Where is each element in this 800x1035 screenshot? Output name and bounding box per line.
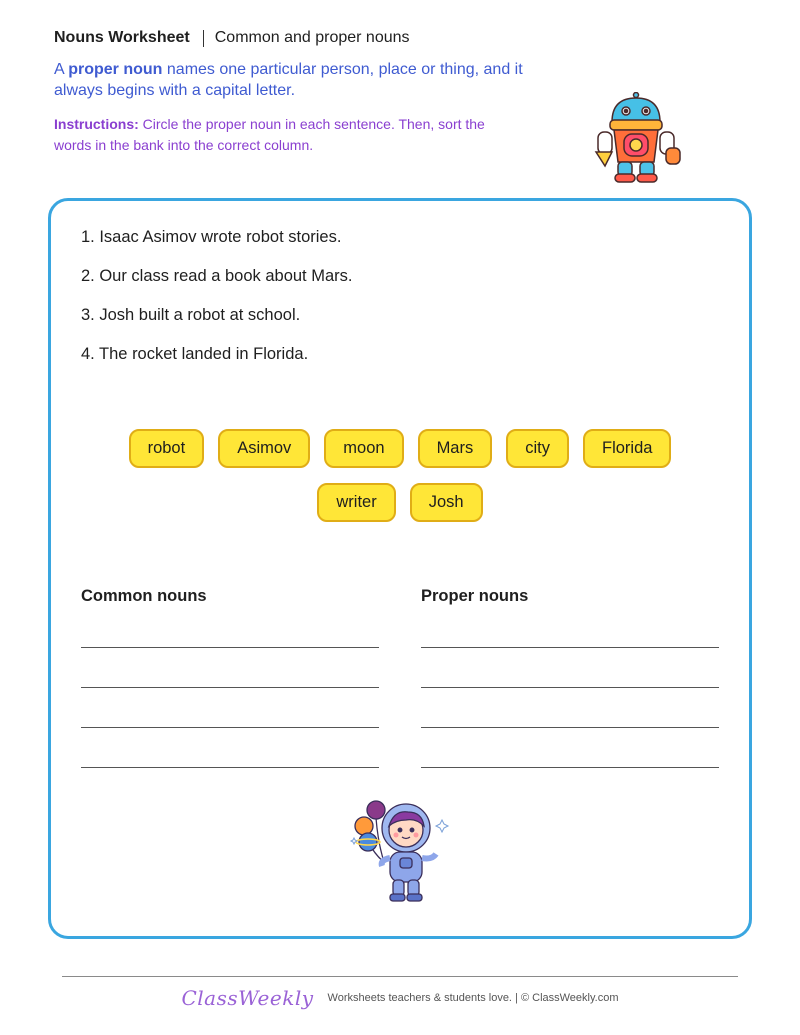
sentence-3[interactable]: 3. Josh built a robot at school. — [81, 306, 301, 324]
word-chip-writer[interactable]: writer — [317, 483, 395, 522]
classweekly-logo[interactable]: ClassWeekly — [181, 986, 314, 1010]
worksheet-header — [54, 29, 410, 47]
instructions — [54, 114, 524, 156]
definition-term: proper noun — [68, 61, 163, 78]
word-chip-florida[interactable]: Florida — [583, 429, 671, 468]
proper-answer-line-4[interactable] — [421, 767, 719, 768]
common-nouns-column — [81, 587, 379, 609]
instructions-lead: Instructions: — [54, 116, 139, 132]
definition-prefix: A — [54, 61, 69, 78]
sentence-2[interactable]: 2. Our class read a book about Mars. — [81, 267, 353, 285]
common-answer-line-4[interactable] — [81, 767, 379, 768]
sentence-4[interactable]: 4. The rocket landed in Florida. — [81, 345, 309, 363]
word-chip-asimov[interactable]: Asimov — [218, 429, 310, 468]
word-chip-moon[interactable]: moon — [324, 429, 403, 468]
proper-answer-line-2[interactable] — [421, 687, 719, 688]
word-chip-mars[interactable]: Mars — [418, 429, 493, 468]
footer-divider — [62, 976, 738, 977]
common-answer-line-2[interactable] — [81, 687, 379, 688]
sentence-1[interactable]: 1. Isaac Asimov wrote robot stories. — [81, 228, 342, 246]
footer-tagline: Worksheets teachers & students love. | © ClassWeekly.com — [327, 992, 619, 1004]
word-chip-city[interactable]: city — [506, 429, 569, 468]
word-chip-robot[interactable]: robot — [129, 429, 205, 468]
common-answer-line-1[interactable] — [81, 647, 379, 648]
word-bank-row-1 — [60, 429, 740, 468]
header-divider — [203, 30, 204, 47]
common-answer-line-3[interactable] — [81, 727, 379, 728]
footer — [0, 986, 800, 1010]
proper-answer-line-3[interactable] — [421, 727, 719, 728]
instructions-text: Circle the proper noun in each sentence. Then, sort the words in the bank into the correct column. — [54, 116, 485, 153]
astronaut-illustration — [346, 798, 452, 906]
worksheet-subtitle: Common and proper nouns — [214, 29, 410, 46]
word-chip-josh[interactable]: Josh — [410, 483, 483, 522]
proper-nouns-heading: Proper nouns — [421, 587, 529, 605]
word-bank-row-2 — [60, 483, 740, 522]
common-nouns-heading: Common nouns — [81, 587, 207, 605]
proper-nouns-column — [421, 587, 719, 609]
word-bank — [60, 429, 740, 537]
worksheet-title: Nouns Worksheet — [54, 29, 190, 46]
proper-answer-line-1[interactable] — [421, 647, 719, 648]
proper-noun-definition — [54, 59, 574, 101]
robot-illustration — [588, 92, 684, 184]
sentence-list — [81, 227, 352, 383]
definition-text: names one particular person, place or thing, and it always begins with a capital letter. — [54, 61, 523, 99]
